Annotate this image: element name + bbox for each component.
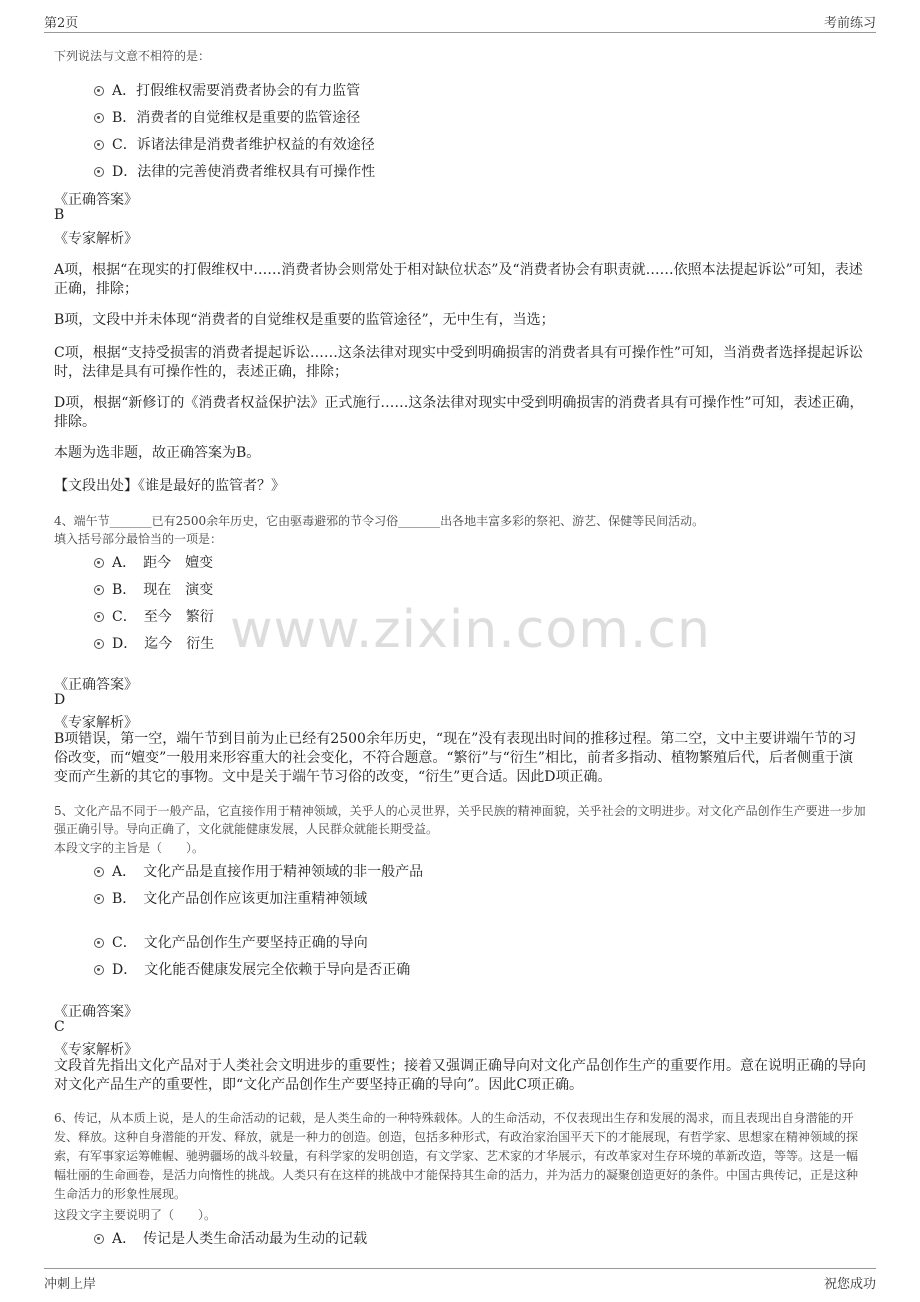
radio-icon[interactable] (94, 585, 104, 595)
radio-icon[interactable] (94, 140, 104, 150)
q3-conclusion: 本题为选非题，故正确答案为B。 (54, 445, 261, 461)
footer-left: 冲刺上岸 (44, 1277, 97, 1292)
page-number: 第2页 (44, 16, 79, 31)
q4-answer: D (54, 692, 66, 708)
q4-answer-label: 《正确答案》 (54, 677, 138, 693)
q3-analysis-b: B项，文段中并未体现“消费者的自觉维权是重要的监管途径”，无中生有，当选； (54, 312, 555, 328)
radio-icon[interactable] (94, 558, 104, 568)
footer-right: 祝您成功 (823, 1277, 876, 1292)
radio-icon[interactable] (94, 867, 104, 877)
q4-option-c[interactable]: C． 至今 繁衍 (94, 606, 214, 626)
radio-icon[interactable] (94, 612, 104, 622)
radio-icon[interactable] (94, 1234, 104, 1244)
q3-answer-label: 《正确答案》 (54, 192, 138, 208)
radio-icon[interactable] (94, 965, 104, 975)
page-footer (44, 1268, 876, 1299)
page-header (44, 10, 876, 33)
q5-prompt: 本段文字的主旨是（ ）。 (54, 841, 205, 855)
q6-option-a[interactable]: A． 传记是人类生命活动最为生动的记载 (94, 1228, 367, 1248)
q6-prompt: 这段文字主要说明了（ ）。 (54, 1208, 217, 1222)
radio-icon[interactable] (94, 86, 104, 96)
q3-option-d[interactable]: D．法律的完善使消费者维权具有可操作性 (94, 161, 375, 181)
q3-source: 【文段出处】《谁是最好的监管者？》 (54, 478, 285, 494)
q3-analysis-label: 《专家解析》 (54, 231, 138, 247)
radio-icon[interactable] (94, 167, 104, 177)
q4-analysis: B项错误，第一空，端午节到目前为止已经有2500余年历史，“现在”没有表现出时间的推移过程。第二空，文中主要讲端午节的习俗改变，而“嬗变”一般用来形容重大的社会变化，不符合题意。“繁衍”与“衍生”相比，前者多指动、植物繁殖后代，后者侧重于演变而产生新的其它的事物。文中是关于端午节习俗的改变，“衍生”更合适。因此D项正确。 (54, 731, 857, 785)
q4-prompt: 填入括号部分最恰当的一项是： (54, 532, 223, 546)
q5-option-c[interactable]: C． 文化产品创作生产要坚持正确的导向 (94, 932, 368, 952)
q5-analysis: 文段首先指出文化产品对于人类社会文明进步的重要性；接着又强调正确导向对文化产品创作生产的重要作用。意在说明正确的导向对文化产品生产的重要性，即“文化产品创作生产要坚持正确的导向”。因此C项正确。 (54, 1058, 866, 1093)
q4-option-d[interactable]: D． 迄今 衍生 (94, 633, 214, 653)
q4-stem: 4、端午节_______已有2500余年历史，它由驱毒避邪的节令习俗_______出各地丰富多彩的祭祀、游艺、保健等民间活动。 (54, 514, 705, 528)
radio-icon[interactable] (94, 894, 104, 904)
q4-option-a[interactable]: A． 距今 嬗变 (94, 552, 213, 572)
radio-icon[interactable] (94, 639, 104, 649)
q3-answer: B (54, 207, 65, 223)
q5-answer-label: 《正确答案》 (54, 1004, 138, 1020)
q4-option-b[interactable]: B． 现在 演变 (94, 579, 213, 599)
radio-icon[interactable] (94, 113, 104, 123)
q5-option-a[interactable]: A． 文化产品是直接作用于精神领域的非一般产品 (94, 861, 423, 881)
q5-option-d[interactable]: D． 文化能否健康发展完全依赖于导向是否正确 (94, 959, 410, 979)
radio-icon[interactable] (94, 938, 104, 948)
q3-analysis-a: A项，根据“在现实的打假维权中……消费者协会则常处于相对缺位状态”及“消费者协会有职责就……依照本法提起诉讼”可知，表述正确，排除； (54, 262, 863, 297)
q5-option-b[interactable]: B． 文化产品创作应该更加注重精神领域 (94, 888, 367, 908)
watermark: www.zixin.com.cn (230, 600, 711, 660)
q4-analysis-label: 《专家解析》 (54, 715, 138, 731)
header-title: 考前练习 (823, 16, 876, 31)
q3-analysis-d: D项，根据“新修订的《消费者权益保护法》正式施行……这条法律对现实中受到明确损害的消费者具有可操作性”可知，表述正确，排除。 (54, 395, 864, 430)
q3-option-c[interactable]: C．诉诸法律是消费者维护权益的有效途径 (94, 134, 375, 154)
q5-answer: C (54, 1019, 65, 1035)
q3-option-a[interactable]: A．打假维权需要消费者协会的有力监管 (94, 80, 360, 100)
q3-stem: 下列说法与文意不相符的是： (54, 49, 211, 63)
q6-stem: 6、传记，从本质上说，是人的生命活动的记载，是人类生命的一种特殊载体。人的生命活动，不仅表现出生存和发展的渴求，而且表现出自身潜能的开发、释放。这种自身潜能的开发、释放，就是一种力的创造。创造，包括多种形式，有政治家治国平天下的才能展现，有哲学家、思想家在精神领域的探索，有军事家运筹帷幄、驰骋疆场的战斗较量，有科学家的发明创造，有文学家、艺术家的才华展示，有改革家对生存环境的革新改造，等等。这是一幅幅壮丽的生命画卷，是活力向惰性的挑战。人类只有在这样的挑战中才能保持其生命的活力，并为活力的凝聚创造更好的条件。中国古典传记，正是这种生命活力的形象性展现。 (54, 1111, 859, 1201)
q5-stem: 5、文化产品不同于一般产品，它直接作用于精神领域，关乎人的心灵世界，关乎民族的精神面貌，关乎社会的文明进步。对文化产品创作生产要进一步加强正确引导。导向正确了，文化就能健康发展，人民群众就能长期受益。 (54, 804, 866, 836)
q5-analysis-label: 《专家解析》 (54, 1042, 138, 1058)
q3-option-b[interactable]: B．消费者的自觉维权是重要的监管途径 (94, 107, 360, 127)
q3-analysis-c: C项，根据“支持受损害的消费者提起诉讼……这条法律对现实中受到明确损害的消费者具有可操作性”可知，当消费者选择提起诉讼时，法律是具有可操作性的，表述正确，排除； (54, 345, 864, 380)
